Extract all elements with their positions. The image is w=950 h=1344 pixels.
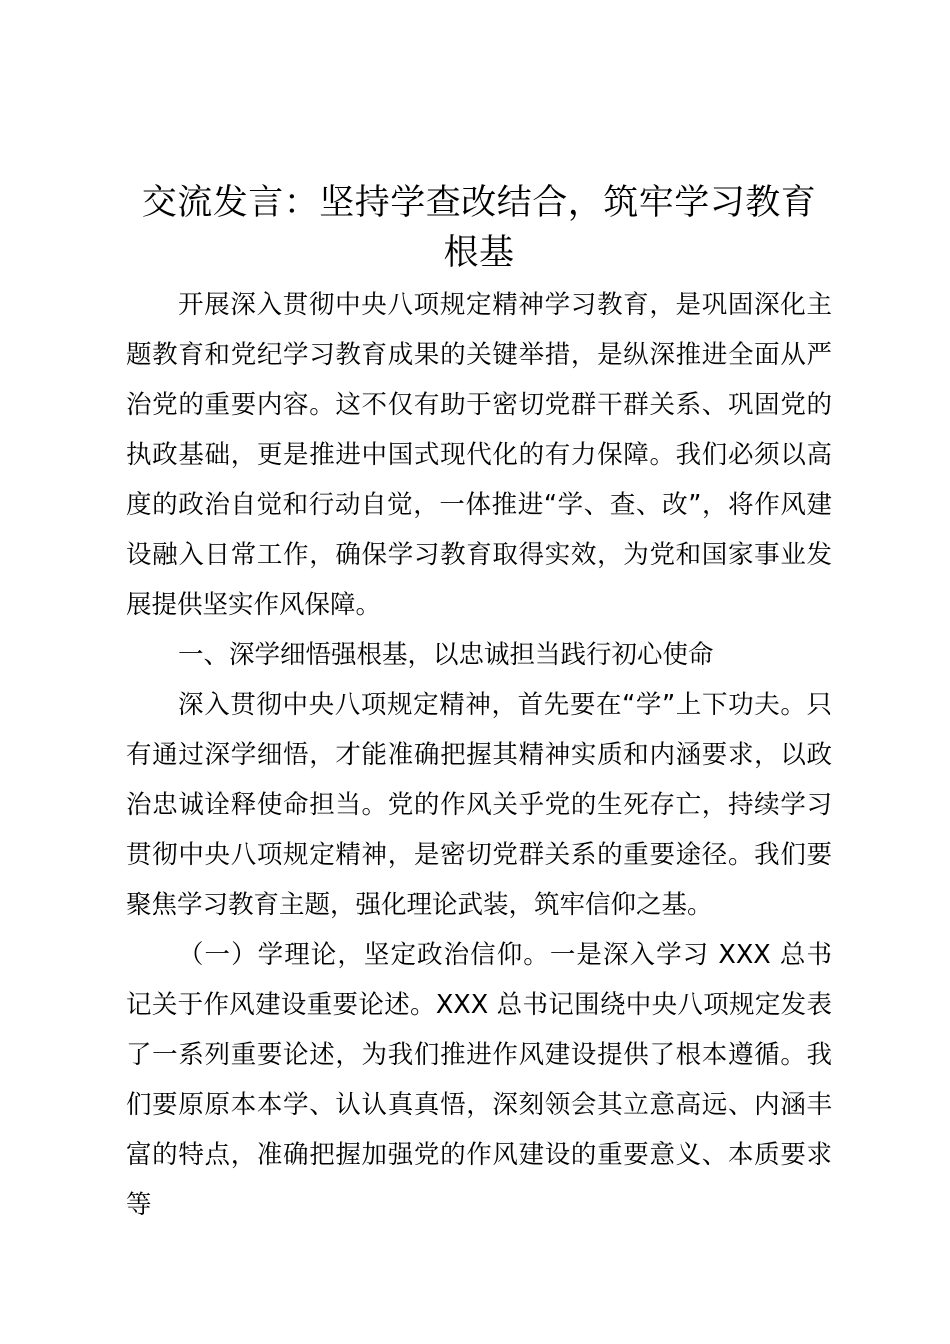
document-page: [126, 178, 832, 1230]
body-paragraph: （一）学理论，坚定政治信仰。一是深入学习 XXX 总书记关于作风建设重要论述。XXX 总书记围绕中央八项规定发表了一系列重要论述，为我们推进作风建设提供了根本遵循。我们要原原本本学、认认真真悟，深刻领会其立意高远、内涵丰富的特点，准确把握加强党的作风建设的重要意义、本质要求等: [126, 940, 832, 1220]
body-paragraph: 深入贯彻中央八项规定精神，首先要在“学”上下功夫。只有通过深学细悟，才能准确把握其精神实质和内涵要求，以政治忠诚诠释使命担当。党的作风关乎党的生死存亡，持续学习贯彻中央八项规定精神，是密切党群关系的重要途径。我们要聚焦学习教育主题，强化理论武装，筑牢信仰之基。: [126, 690, 832, 920]
section-heading: 一、深学细悟强根基，以忠诚担当践行初心使命: [178, 640, 714, 670]
intro-paragraph: 开展深入贯彻中央八项规定精神学习教育，是巩固深化主题教育和党纪学习教育成果的关键举措，是纵深推进全面从严治党的重要内容。这不仅有助于密切党群干群关系、巩固党的执政基础，更是推进中国式现代化的有力保障。我们必须以高度的政治自觉和行动自觉，一体推进“学、查、改”，将作风建设融入日常工作，确保学习教育取得实效，为党和国家事业发展提供坚实作风保障。: [126, 290, 832, 620]
document-title: 交流发言：坚持学查改结合，筑牢学习教育根基: [141, 183, 817, 273]
